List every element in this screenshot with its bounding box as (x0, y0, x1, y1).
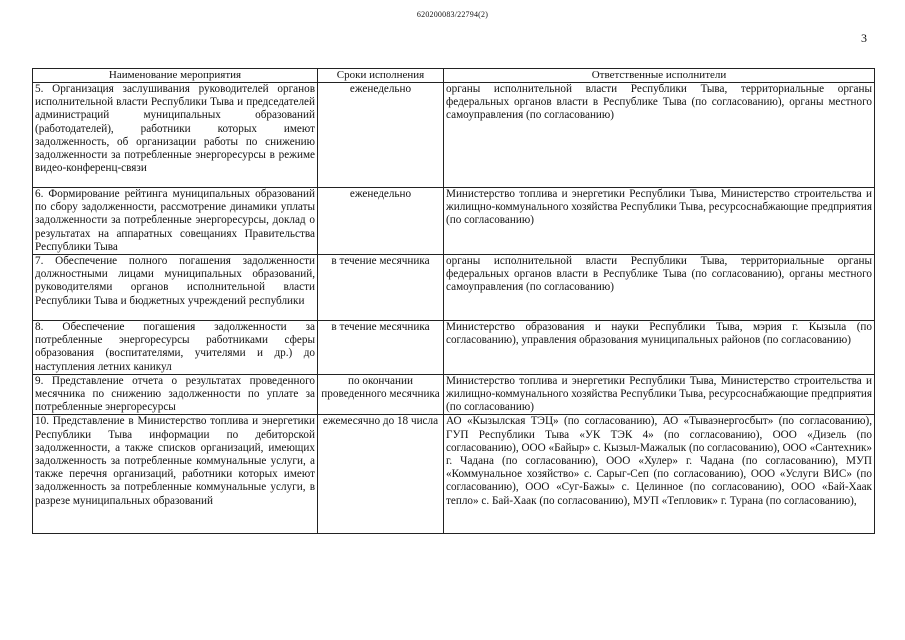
responsible-cell-text: АО «Кызылская ТЭЦ» (по согласованию), АО «Тываэнергосбыт» (по согласованию), ГУП Республики Тыва «УК ТЭК 4» (по согласованию), ООО «Дизель (по согласованию), ООО «Байыр» с. Кызыл-Мажалык (по согласованию), ООО «Сантехник» г. Чадана (по согласованию), ООО «Хулер» г. Чадана (по согласованию), МУП «Коммунальное хозяйство» с. Сарыг-Сеп (по согласованию), ООО «Услуги ВИС» (по согласованию), ООО «Суг-Бажы» с. Целинное (по согласованию), ООО «Бай-Хаак тепло» с. Бай-Хаак (по согласованию), МУП «Тепловик» г. Турана (по согласованию), (446, 415, 872, 507)
responsible-cell: органы исполнительной власти Республики Тыва, территориальные органы федеральных органов власти в Республике Тыва (по согласованию), органы местного самоуправления (по согласованию) (444, 255, 875, 321)
table-row (33, 321, 875, 375)
deadline-cell: еженедельно (318, 83, 444, 188)
deadline-cell: в течение месячника (318, 255, 444, 321)
event-cell: 8. Обеспечение погашения задолженности за потребленные энергоресурсы работниками сферы образования (воспитателями, учителями и др.) до наступления летних каникул (33, 321, 318, 375)
event-cell: 9. Представление отчета о результатах проведенного месячника по снижению задолженности по уплате за потребленные энергоресурсы (33, 374, 318, 415)
responsible-cell: Министерство топлива и энергетики Республики Тыва, Министерство строительства и жилищно-коммунального хозяйства Республики Тыва, ресурсоснабжающие предприятия (по согласованию) (444, 188, 875, 255)
event-cell: 6. Формирование рейтинга муниципальных образований по сбору задолженности, рассмотрение динамики уплаты задолженности за потребленные энергоресурсы, доклад о результатах на аппаратных совещаниях Правительства Республики Тыва (33, 188, 318, 255)
deadline-cell-text: ежемесячно до 18 числа (322, 415, 439, 428)
table-row (33, 83, 875, 188)
table-row (33, 415, 875, 534)
responsible-cell: Министерство топлива и энергетики Республики Тыва, Министерство строительства и жилищно-коммунального хозяйства Республики Тыва, ресурсоснабжающие предприятия (по согласованию) (444, 374, 875, 415)
responsible-cell (444, 415, 875, 534)
table-row (33, 255, 875, 321)
event-cell (33, 415, 318, 534)
column-header-event: Наименование мероприятия (33, 69, 318, 83)
event-cell: 5. Организация заслушивания руководителей органов исполнительной власти Республики Тыва и председателей администраций муниципальных образований (работодателей), работники которых имеют задолженность, об организации работы по снижению задолженности за потребленные энергоресурсы в режиме видео-конференц-связи (33, 83, 318, 188)
deadline-cell: по окончании проведенного месячника (318, 374, 444, 415)
event-cell-text: 10. Представление в Министерство топлива и энергетики Республики Тыва информации по дебиторской задолженности, а также списков организаций, имеющих задолженность за потребленные коммунальные услуги, а также перечня организаций, работники которых имеют задолженность за потребленные коммунальные услуги, в разрезе муниципальных образований (35, 415, 315, 507)
table-row (33, 374, 875, 415)
action-plan-table (32, 68, 875, 534)
page-number: 3 (861, 31, 867, 45)
column-header-responsible: Ответственные исполнители (444, 69, 875, 83)
responsible-cell: Министерство образования и науки Республики Тыва, мэрия г. Кызыла (по согласованию), управления образования муниципальных районов (по согласованию) (444, 321, 875, 375)
table-row (33, 188, 875, 255)
event-cell: 7. Обеспечение полного погашения задолженности должностными лицами муниципальных образований, руководителями органов исполнительной власти Республики Тыва и бюджетных учреждений республики (33, 255, 318, 321)
document-code: 620200083/22794(2) (416, 10, 489, 19)
deadline-cell: еженедельно (318, 188, 444, 255)
column-header-deadline: Сроки исполнения (318, 69, 444, 83)
responsible-cell: органы исполнительной власти Республики Тыва, территориальные органы федеральных органов власти в Республике Тыва (по согласованию), органы местного самоуправления (по согласованию) (444, 83, 875, 188)
deadline-cell: в течение месячника (318, 321, 444, 375)
table-header-row (33, 69, 875, 83)
deadline-cell (318, 415, 444, 534)
